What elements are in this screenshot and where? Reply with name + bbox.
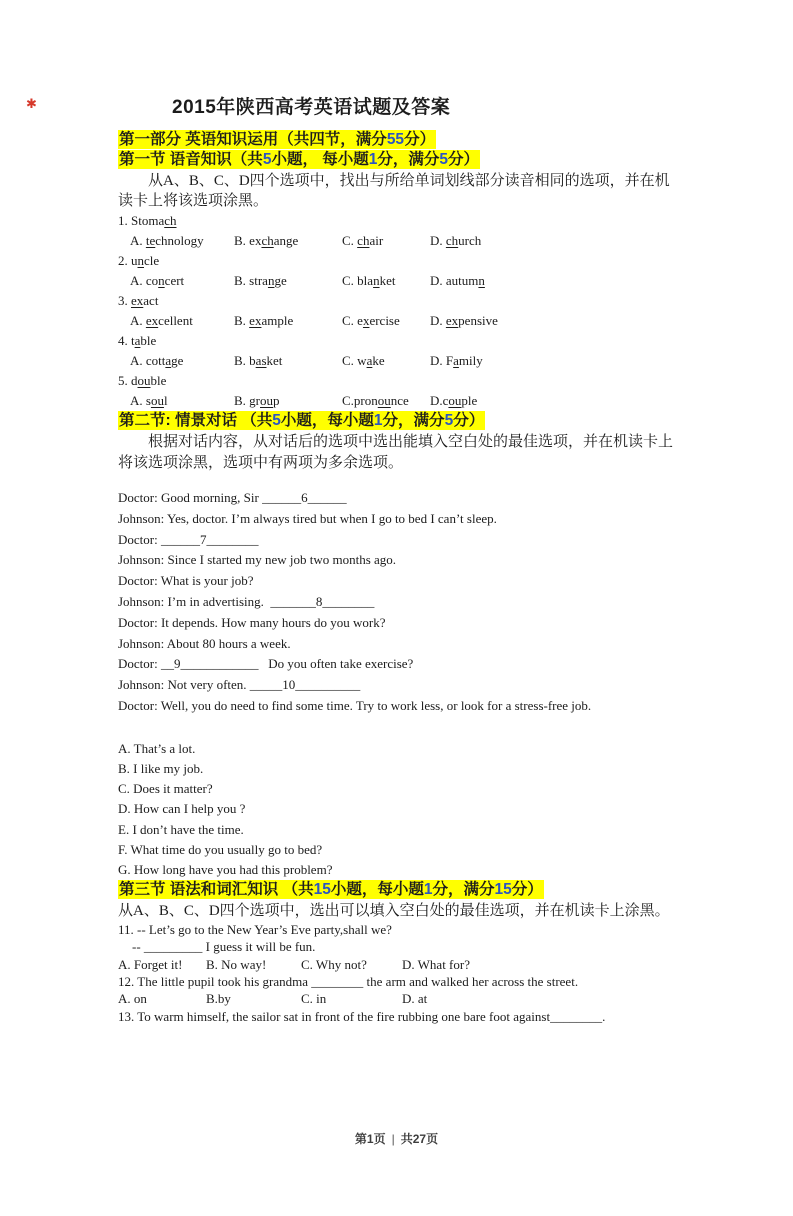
section1-header: 第一节 语音知识（共5小题， 每小题1分，满分5分） bbox=[119, 151, 480, 168]
grammar-option-item: A. Forget it! bbox=[118, 956, 183, 972]
header-number: 15 bbox=[313, 881, 331, 899]
grammar-option-item: B.by bbox=[206, 991, 231, 1007]
dialogue-line: Johnson: About 80 hours a week. bbox=[118, 635, 291, 651]
underlined-letters: ou bbox=[137, 373, 151, 388]
option-item: C. blanket bbox=[342, 273, 396, 288]
section2-instruction: 根据对话内容，从对话后的选项中选出能填入空白处的最佳选项，并在机读卡上将该选项涂黑，选项中有两项为多余选项。 bbox=[118, 434, 674, 471]
dialogue-line: Doctor: What is your job? bbox=[118, 573, 254, 589]
dialogue-line: Doctor: ______7________ bbox=[118, 531, 259, 547]
option-row bbox=[118, 231, 675, 251]
underlined-letters: ch bbox=[261, 233, 274, 248]
document-page bbox=[0, 94, 793, 1025]
underlined-letters: n bbox=[267, 273, 275, 288]
option-item: A. concert bbox=[130, 273, 185, 288]
option-row bbox=[118, 391, 675, 411]
grammar-option-item: A. on bbox=[118, 991, 147, 1007]
underlined-letters: n bbox=[373, 273, 380, 288]
option-item: D. expensive bbox=[430, 313, 498, 328]
underlined-letters: ch bbox=[357, 233, 370, 248]
corner-red-mark-icon: ✱ bbox=[26, 96, 37, 111]
choice-item: D. How can I help you ? bbox=[118, 801, 246, 817]
option-item: A. technology bbox=[130, 233, 204, 248]
underlined-letters: as bbox=[255, 353, 267, 368]
grammar-option-item: B. No way! bbox=[206, 956, 267, 972]
option-item: D.couple bbox=[430, 393, 478, 408]
section2-header: 第二节: 情景对话 （共5小题，每小题1分，满分5分） bbox=[119, 412, 485, 429]
underlined-letters: ou bbox=[448, 393, 462, 408]
header-number: 5 bbox=[439, 151, 449, 168]
underlined-letters: n bbox=[137, 253, 144, 268]
section3-header: 第三节 语法和词汇知识 （共15小题，每小题1分，满分15分） bbox=[119, 881, 543, 899]
dialogue-line: Doctor: __9____________ Do you often take exercise? bbox=[118, 656, 414, 672]
grammar-question-line: 13. To warm himself, the sailor sat in front of the fire rubbing one bare foot against________. bbox=[118, 1008, 606, 1024]
underlined-letters: a bbox=[165, 353, 172, 368]
part1-header: 第一部分 英语知识运用（共四节，满分55分） bbox=[119, 131, 436, 148]
question-stem: 5. double bbox=[118, 373, 167, 388]
option-row bbox=[118, 271, 675, 291]
choice-item: A. That’s a lot. bbox=[118, 740, 196, 756]
footer-separator: | bbox=[391, 1132, 395, 1146]
underlined-letters: ou bbox=[150, 393, 164, 408]
header-number: 5 bbox=[262, 151, 272, 168]
choice-item: F. What time do you usually go to bed? bbox=[118, 841, 323, 857]
dialogue-line: Johnson: I’m in advertising. _______8________ bbox=[118, 593, 375, 609]
header-number: 55 bbox=[386, 131, 405, 148]
question-stem: 4. table bbox=[118, 333, 157, 348]
option-item: A. soul bbox=[130, 393, 168, 408]
grammar-question-line: -- _________ I guess it will be fun. bbox=[132, 939, 316, 955]
option-item: B. group bbox=[234, 393, 280, 408]
choice-item: C. Does it matter? bbox=[118, 781, 213, 797]
grammar-option-row bbox=[118, 990, 675, 1007]
footer-page-label: 第1页 bbox=[354, 1132, 386, 1146]
dialogue-line: Johnson: Yes, doctor. I’m always tired but when I go to bed I can’t sleep. bbox=[118, 510, 497, 526]
header-number: 5 bbox=[444, 412, 454, 429]
option-item: C. exercise bbox=[342, 313, 400, 328]
underlined-letters: x bbox=[362, 313, 370, 328]
underlined-letters: ch bbox=[164, 213, 177, 228]
header-number: 15 bbox=[494, 881, 512, 899]
page-footer bbox=[0, 1130, 793, 1147]
underlined-letters: ex bbox=[131, 293, 144, 308]
underlined-letters: ou bbox=[260, 393, 273, 408]
header-number: 1 bbox=[368, 151, 378, 168]
option-item: C. chair bbox=[342, 233, 384, 248]
grammar-option-item: D. at bbox=[402, 991, 428, 1007]
option-item: B. example bbox=[234, 313, 294, 328]
grammar-question-list bbox=[118, 921, 675, 1025]
dialogue-line: Johnson: Not very often. _____10__________ bbox=[118, 677, 361, 693]
grammar-option-item: C. Why not? bbox=[301, 956, 367, 972]
header-number: 5 bbox=[272, 412, 281, 429]
choice-item: G. How long have you had this problem? bbox=[118, 861, 333, 877]
underlined-letters: n bbox=[158, 273, 165, 288]
underlined-letters: ch bbox=[445, 233, 459, 248]
option-item: D. church bbox=[430, 233, 482, 248]
dialogue-line: Doctor: Well, you do need to find some time. Try to work less, or look for a stress-free job. bbox=[118, 697, 592, 713]
section1-instruction: 从A、B、C、D四个选项中，找出与所给单词划线部分读音相同的选项，并在机读卡上将该选项涂黑。 bbox=[118, 173, 670, 209]
option-row bbox=[118, 311, 675, 331]
underlined-letters: ex bbox=[249, 313, 262, 328]
phonetic-question-list bbox=[118, 211, 675, 411]
grammar-question-line: 11. -- Let’s go to the New Year’s Eve party,shall we? bbox=[118, 922, 392, 938]
dialogue-line: Doctor: Good morning, Sir ______6______ bbox=[118, 490, 347, 505]
question-stem: 1. Stomach bbox=[118, 213, 177, 228]
option-item: D. Family bbox=[430, 353, 483, 368]
underlined-letters: a bbox=[453, 353, 459, 368]
underlined-letters: ex bbox=[145, 313, 159, 328]
dialogue-line: Johnson: Since I started my new job two months ago. bbox=[118, 552, 397, 568]
underlined-letters: a bbox=[366, 353, 373, 368]
question-stem: 3. exact bbox=[118, 293, 159, 308]
dialogue-line: Doctor: It depends. How many hours do you work? bbox=[118, 614, 386, 630]
grammar-option-item: C. in bbox=[301, 991, 327, 1007]
page-title: 2015年陕西高考英语试题及答案 bbox=[172, 97, 451, 118]
choice-item: E. I don’t have the time. bbox=[118, 821, 244, 837]
header-number: 1 bbox=[373, 412, 383, 429]
option-item: B. basket bbox=[234, 353, 283, 368]
option-item: A. cottage bbox=[130, 353, 184, 368]
question-stem: 2. uncle bbox=[118, 253, 160, 268]
choices-list bbox=[118, 739, 675, 880]
footer-total-label: 共27页 bbox=[400, 1132, 439, 1146]
grammar-option-row bbox=[118, 956, 675, 973]
option-item: C. wake bbox=[342, 353, 385, 368]
underlined-letters: te bbox=[145, 233, 156, 248]
dialogue bbox=[118, 488, 675, 717]
option-item: B. exchange bbox=[234, 233, 299, 248]
option-item: D. autumn bbox=[430, 273, 485, 288]
option-row bbox=[118, 351, 675, 371]
underlined-letters: a bbox=[134, 333, 141, 348]
choice-item: B. I like my job. bbox=[118, 760, 204, 776]
underlined-letters: n bbox=[478, 273, 485, 288]
section3-instruction: 从A、B、C、D四个选项中，选出可以填入空白处的最佳选项，并在机读卡上涂黑。 bbox=[118, 903, 670, 920]
option-item: A. excellent bbox=[130, 313, 193, 328]
option-item: C.pronounce bbox=[342, 393, 409, 408]
header-number: 1 bbox=[423, 881, 433, 899]
grammar-option-item: D. What for? bbox=[402, 956, 470, 972]
underlined-letters: ex bbox=[445, 313, 459, 328]
underlined-letters: ou bbox=[377, 393, 391, 408]
option-item: B. strange bbox=[234, 273, 287, 288]
grammar-question-line: 12. The little pupil took his grandma ________ the arm and walked her across the street. bbox=[118, 974, 579, 990]
